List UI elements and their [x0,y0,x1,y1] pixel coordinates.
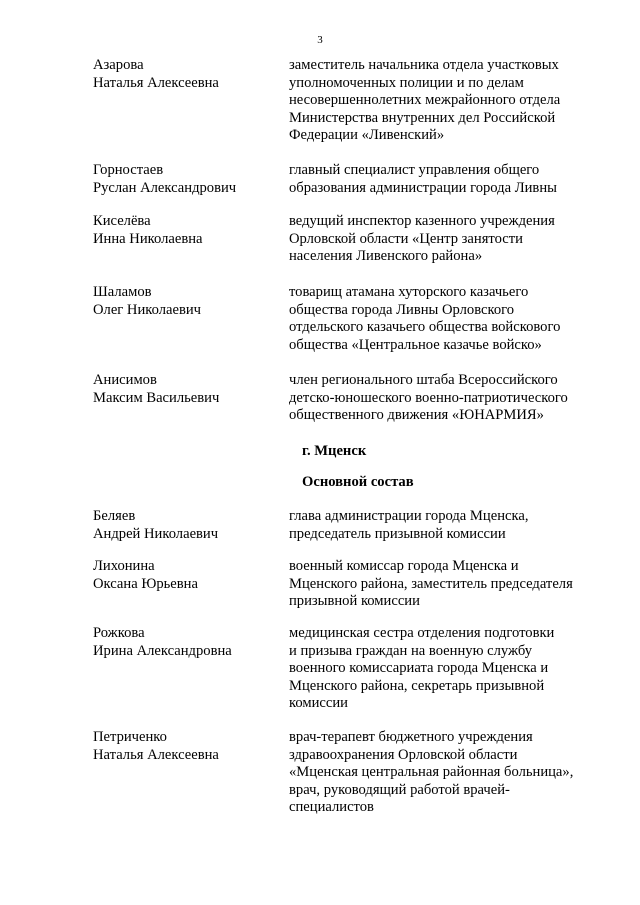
member-surname: Шаламов [93,284,152,300]
member-position [289,213,599,266]
member-surname: Петриченко [93,729,167,745]
position-line: «Мценская центральная районная больница», [289,764,574,781]
position-line: председатель призывной комиссии [289,525,506,542]
position-line: общества «Центральное казачье войско» [289,336,542,353]
composition-heading: Основной состав [302,474,414,490]
member-name [93,508,283,543]
member-given-names: Наталья Алексеевна [93,746,219,763]
member-position [289,372,599,425]
position-line: здравоохранения Орловской области [289,746,518,763]
position-line: уполномоченных полиции и по делам [289,74,524,91]
city-heading: г. Мценск [302,443,367,459]
member-given-names: Максим Васильевич [93,389,220,406]
position-line: призывной комиссии [289,593,420,610]
position-line: ведущий инспектор казенного учреждения [289,213,555,229]
member-given-names: Андрей Николаевич [93,525,219,542]
member-name [93,729,283,764]
member-surname: Азарова [93,57,144,73]
position-line: Министерства внутренних дел Российской [289,109,556,126]
member-given-names: Ирина Александровна [93,642,232,659]
position-line: населения Ливенского района» [289,248,483,265]
member-name [93,213,283,248]
member-surname: Рожкова [93,625,145,641]
member-name [93,284,283,319]
member-given-names: Наталья Алексеевна [93,74,219,91]
member-surname: Беляев [93,508,136,524]
position-line: член регионального штаба Всероссийского [289,372,558,388]
position-line: медицинская сестра отделения подготовки [289,625,555,641]
member-surname: Горностаев [93,162,164,178]
page-number: 3 [317,34,323,46]
position-line: образования администрации города Ливны [289,179,557,196]
member-position [289,284,599,354]
position-line: отдельского казачьего общества войскового [289,319,561,336]
position-line: военного комиссариата города Мценска и [289,660,549,677]
member-position [289,558,599,611]
member-position [289,729,599,817]
member-position [289,508,599,543]
position-line: Федерации «Ливенский» [289,127,445,144]
member-name [93,558,283,593]
position-line: заместитель начальника отдела участковых [289,57,559,73]
member-position [289,625,599,713]
position-line: Орловской области «Центр занятости [289,230,523,247]
position-line: глава администрации города Мценска, [289,508,529,524]
position-line: главный специалист управления общего [289,162,540,178]
position-line: товарищ атамана хуторского казачьего [289,284,529,300]
position-line: комиссии [289,695,348,712]
member-position [289,57,599,145]
member-given-names: Олег Николаевич [93,301,202,318]
position-line: врач, руководящий работой врачей- [289,781,510,798]
position-line: специалистов [289,799,374,816]
member-given-names: Оксана Юрьевна [93,575,198,592]
position-line: общества города Ливны Орловского [289,301,515,318]
position-line: детско-юношеского военно-патриотического [289,389,568,406]
member-given-names: Руслан Александрович [93,179,237,196]
member-name [93,625,283,660]
member-surname: Анисимов [93,372,157,388]
member-surname: Киселёва [93,213,151,229]
member-name [93,372,283,407]
position-line: общественного движения «ЮНАРМИЯ» [289,407,544,424]
position-line: врач-терапевт бюджетного учреждения [289,729,533,745]
position-line: несовершеннолетних межрайонного отдела [289,92,561,109]
member-position [289,162,599,197]
member-given-names: Инна Николаевна [93,230,203,247]
position-line: Мценского района, секретарь призывной [289,677,545,694]
member-name [93,57,283,92]
position-line: и призыва граждан на военную службу [289,642,533,659]
member-surname: Лихонина [93,558,155,574]
member-name [93,162,283,197]
position-line: Мценского района, заместитель председателя [289,575,573,592]
position-line: военный комиссар города Мценска и [289,558,519,574]
